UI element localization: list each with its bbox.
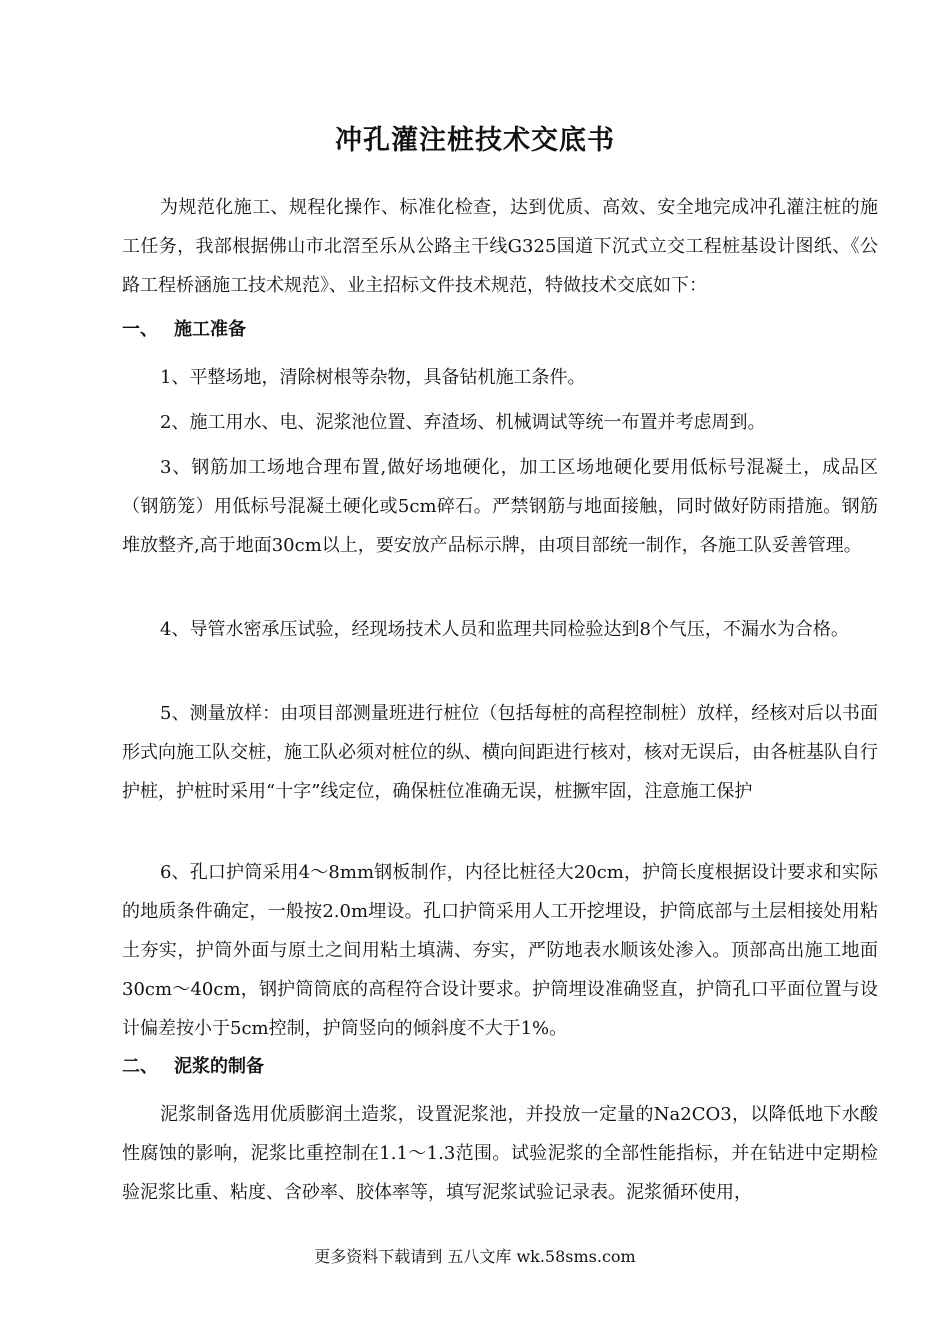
section-title: 泥浆的制备 — [174, 1056, 264, 1077]
list-item: 4、导管水密承压试验，经现场技术人员和监理共同检验达到8个气压，不漏水为合格。 — [160, 619, 849, 640]
section-number: 一、 — [122, 319, 158, 340]
section-title: 施工准备 — [174, 319, 246, 340]
list-item: 2、施工用水、电、泥浆池位置、弃渣场、机械调试等统一布置并考虑周到。 — [160, 412, 766, 433]
list-item: 5、测量放样：由项目部测量班进行桩位（包括每桩的高程控制桩）放样，经核对后以书面形式向施工队交桩，施工队必须对桩位的纵、横向间距进行核对，核对无误后，由各桩基队自行护桩，护桩时采用“十字”线定位，确保桩位准确无误，桩撅牢固，注意施工保护 — [122, 703, 878, 802]
footer-note: 更多资料下载请到 五八文库 wk.58sms.com — [314, 1247, 636, 1266]
list-item: 3、钢筋加工场地合理布置,做好场地硬化，加工区场地硬化要用低标号混凝土，成品区（钢筋笼）用低标号混凝土硬化或5cm碎石。严禁钢筋与地面接触，同时做好防雨措施。钢筋堆放整齐,高于地面30cm以上，要安放产品标示牌，由项目部统一制作，各施工队妥善管理。 — [122, 457, 878, 556]
section-number: 二、 — [122, 1056, 158, 1077]
intro-paragraph: 为规范化施工、规程化操作、标准化检查，达到优质、高效、安全地完成冲孔灌注桩的施工任务，我部根据佛山市北滘至乐从公路主干线G325国道下沉式立交工程桩基设计图纸、《公路工程桥涵施工技术规范》、业主招标文件技术规范，特做技术交底如下： — [122, 197, 878, 296]
section-heading-slurry — [122, 1052, 264, 1082]
list-item: 6、孔口护筒采用4～8mm钢板制作，内径比桩径大20cm，护筒长度根据设计要求和实际的地质条件确定，一般按2.0m埋设。孔口护筒采用人工开挖埋设，护筒底部与土层相接处用粘土夯实，护筒外面与原土之间用粘土填满、夯实，严防地表水顺该处渗入。顶部高出施工地面30cm～40cm，钢护筒筒底的高程符合设计要求。护筒埋设准确竖直，护筒孔口平面位置与设计偏差按小于5cm控制，护筒竖向的倾斜度不大于1%。 — [122, 862, 878, 1039]
slurry-paragraph: 泥浆制备选用优质膨润土造浆，设置泥浆池，并投放一定量的Na2CO3，以降低地下水酸性腐蚀的影响，泥浆比重控制在1.1～1.3范围。试验泥浆的全部性能指标，并在钻进中定期检验泥浆比重、粘度、含砂率、胶体率等，填写泥浆试验记录表。泥浆循环使用， — [122, 1104, 878, 1203]
section-heading-preparation — [122, 315, 246, 345]
document-title: 冲孔灌注桩技术交底书 — [335, 125, 615, 156]
list-item: 1、平整场地，清除树根等杂物，具备钻机施工条件。 — [160, 367, 586, 388]
